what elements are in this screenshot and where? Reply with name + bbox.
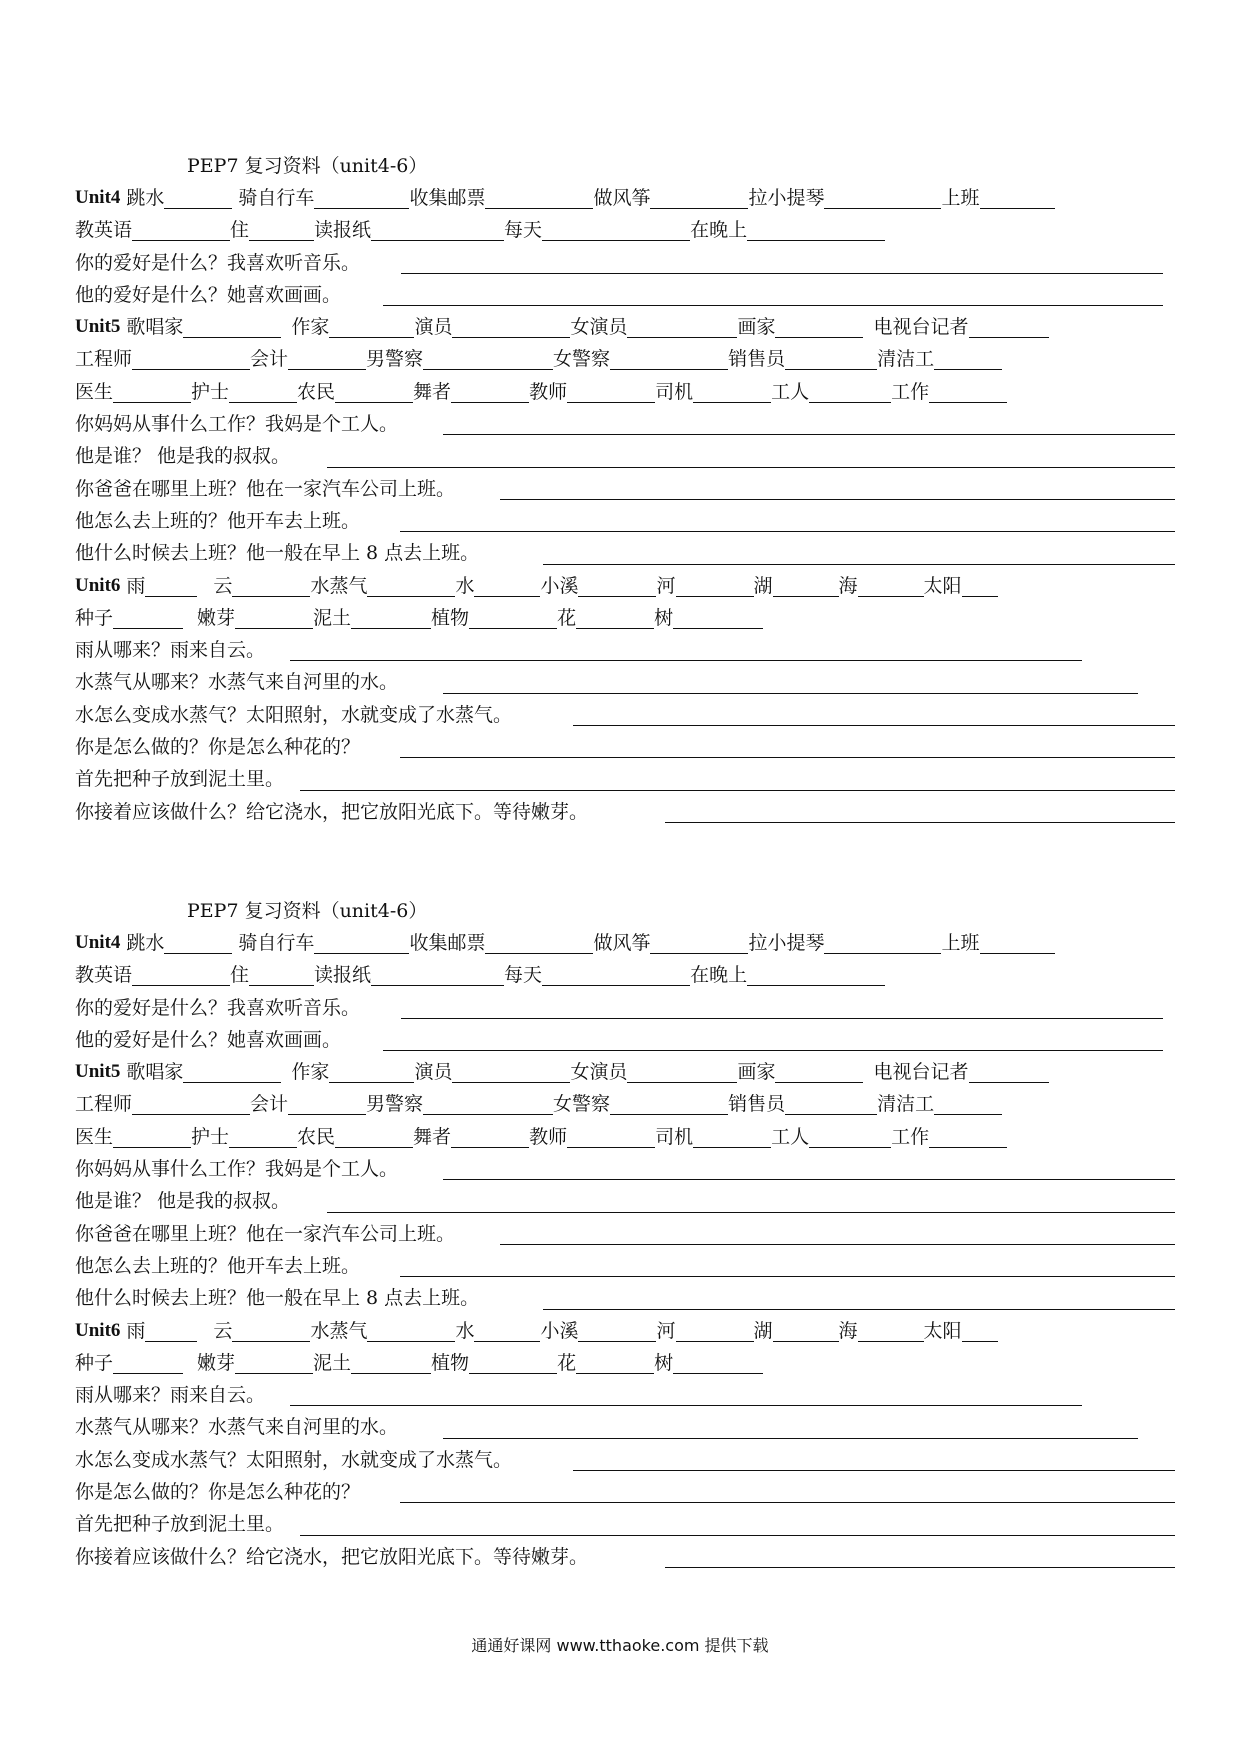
fill-in-blank[interactable]	[314, 929, 409, 954]
fill-in-blank[interactable]	[474, 572, 540, 597]
sentence-prompt: 水怎么变成水蒸气？太阳照射，水就变成了水蒸气。	[75, 703, 513, 726]
answer-line[interactable]	[543, 1308, 1175, 1310]
fill-in-blank[interactable]	[232, 1317, 310, 1342]
fill-in-blank[interactable]	[423, 1090, 553, 1115]
sentence-row	[75, 992, 1175, 1024]
fill-in-blank[interactable]	[367, 572, 455, 597]
sentence-prompt: 他怎么去上班的？他开车去上班。	[75, 509, 361, 532]
unit5-label: Unit5	[75, 316, 121, 338]
answer-line[interactable]	[543, 563, 1175, 565]
vocab-word: 医生	[75, 380, 114, 403]
fill-in-blank[interactable]	[676, 572, 754, 597]
vocab-word: 司机	[655, 380, 694, 403]
vocab-word: 雨	[126, 1319, 146, 1342]
vocab-word: 云	[213, 1319, 233, 1342]
vocab-word: 上班	[941, 932, 980, 954]
sentence-prompt: 他什么时候去上班？他一般在早上 8 点去上班。	[75, 1287, 480, 1310]
fill-in-blank[interactable]	[673, 1349, 763, 1374]
unit5-vocab-row-1	[75, 1056, 1175, 1088]
fill-in-blank[interactable]	[113, 1123, 191, 1148]
sentence-prompt: 雨从哪来？雨来自云。	[75, 1384, 266, 1407]
vocab-word: 歌唱家	[126, 1061, 184, 1084]
fill-in-blank[interactable]	[824, 929, 941, 954]
vocab-word: 上班	[941, 187, 980, 209]
answer-line[interactable]	[383, 304, 1163, 306]
fill-in-blank[interactable]	[627, 1058, 737, 1083]
vocab-word: 收集邮票	[409, 187, 486, 209]
fill-in-blank[interactable]	[775, 1058, 863, 1083]
sentence-prompt: 他的爱好是什么？她喜欢画画。	[75, 283, 342, 306]
answer-line[interactable]	[300, 1534, 1175, 1536]
vocab-word: 在晚上	[690, 964, 748, 987]
vocab-word: 河	[656, 1319, 676, 1342]
vocab-word: 种子	[75, 606, 114, 629]
fill-in-blank[interactable]	[578, 572, 656, 597]
sentence-row	[75, 505, 1175, 537]
sentence-row	[75, 699, 1175, 731]
answer-line[interactable]	[401, 272, 1163, 274]
fill-in-blank[interactable]	[132, 961, 230, 986]
fill-in-blank[interactable]	[451, 1123, 529, 1148]
vocab-word: 女警察	[553, 348, 611, 371]
vocab-word: 会计	[250, 1093, 289, 1116]
fill-in-blank[interactable]	[962, 572, 998, 597]
vocab-word: 种子	[75, 1351, 114, 1374]
vocab-word: 海	[838, 1319, 858, 1342]
answer-line[interactable]	[400, 756, 1175, 758]
fill-in-blank[interactable]	[113, 378, 191, 403]
sentence-row	[75, 1282, 1175, 1314]
fill-in-blank[interactable]	[423, 345, 553, 370]
unit6-vocab-row-2	[75, 602, 1175, 634]
vocab-word: 工作	[891, 1125, 930, 1148]
sentence-row	[75, 634, 1175, 666]
vocab-word: 清洁工	[877, 348, 935, 371]
unit4-label: Unit4	[75, 187, 121, 208]
sentence-prompt: 首先把种子放到泥土里。	[75, 768, 285, 791]
vocab-word: 工程师	[75, 1093, 133, 1116]
vocab-word: 医生	[75, 1125, 114, 1148]
fill-in-blank[interactable]	[229, 378, 297, 403]
vocab-word: 河	[656, 574, 676, 597]
answer-line[interactable]	[573, 724, 1175, 726]
vocab-word: 植物	[431, 1351, 470, 1374]
sentence-row	[75, 666, 1175, 698]
fill-in-blank[interactable]	[164, 184, 232, 209]
answer-line[interactable]	[665, 1566, 1175, 1568]
vocab-word: 电视台记者	[873, 316, 969, 339]
sentence-prompt: 水蒸气从哪来？水蒸气来自河里的水。	[75, 1416, 399, 1439]
answer-line[interactable]	[290, 659, 1082, 661]
unit4-vocab-row-1	[75, 927, 1175, 959]
fill-in-blank[interactable]	[542, 961, 690, 986]
fill-in-blank[interactable]	[578, 1317, 656, 1342]
unit6-vocab-row-2	[75, 1347, 1175, 1379]
fill-in-blank[interactable]	[969, 313, 1049, 338]
fill-in-blank[interactable]	[542, 216, 690, 241]
sentence-row	[75, 440, 1175, 472]
fill-in-blank[interactable]	[567, 1123, 655, 1148]
vocab-word: 歌唱家	[126, 316, 184, 339]
sentence-row	[75, 537, 1175, 569]
unit5-vocab-row-1	[75, 311, 1175, 343]
vocab-word: 树	[654, 1351, 674, 1374]
vocab-word: 嫩芽	[197, 606, 236, 629]
fill-in-blank[interactable]	[747, 216, 885, 241]
answer-line[interactable]	[500, 498, 1175, 500]
unit6-vocab-row-1	[75, 570, 1175, 602]
fill-in-blank[interactable]	[183, 313, 281, 338]
fill-in-blank[interactable]	[451, 378, 529, 403]
vocab-word: 销售员	[728, 1093, 786, 1116]
fill-in-blank[interactable]	[610, 1090, 728, 1115]
sentence-prompt: 你接着应该做什么？给它浇水，把它放阳光底下。等待嫩芽。	[75, 1545, 589, 1568]
fill-in-blank[interactable]	[676, 1317, 754, 1342]
unit5-label: Unit5	[75, 1061, 121, 1083]
unit4-label: Unit4	[75, 932, 121, 953]
fill-in-blank[interactable]	[183, 1058, 281, 1083]
vocab-word: 画家	[737, 1061, 776, 1084]
fill-in-blank[interactable]	[693, 1123, 771, 1148]
sentence-row	[75, 1218, 1175, 1250]
unit6-vocab-row-1	[75, 1315, 1175, 1347]
vocab-word: 男警察	[366, 1093, 424, 1116]
vocab-word: 花	[557, 606, 577, 629]
sentence-prompt: 水蒸气从哪来？水蒸气来自河里的水。	[75, 671, 399, 694]
vocab-word: 护士	[191, 380, 230, 403]
sentence-prompt: 他的爱好是什么？她喜欢画画。	[75, 1028, 342, 1051]
sentence-prompt: 你爸爸在哪里上班？他在一家汽车公司上班。	[75, 477, 456, 500]
sentence-prompt: 你的爱好是什么？我喜欢听音乐。	[75, 996, 361, 1019]
unit5-vocab-row-3	[75, 376, 1175, 408]
vocab-word: 工程师	[75, 348, 133, 371]
fill-in-blank[interactable]	[314, 184, 409, 209]
fill-in-blank[interactable]	[747, 961, 885, 986]
fill-in-blank[interactable]	[452, 1058, 570, 1083]
worksheet-copy-1	[75, 150, 1175, 828]
fill-in-blank[interactable]	[693, 378, 771, 403]
vocab-word: 清洁工	[877, 1093, 935, 1116]
vocab-word: 做风筝	[593, 187, 651, 209]
vocab-word: 小溪	[540, 574, 579, 597]
sentence-prompt: 他是谁？ 他是我的叔叔。	[75, 1190, 291, 1213]
answer-line[interactable]	[443, 692, 1138, 694]
fill-in-blank[interactable]	[824, 184, 941, 209]
fill-in-blank[interactable]	[288, 1090, 366, 1115]
sentence-prompt: 首先把种子放到泥土里。	[75, 1513, 285, 1536]
fill-in-blank[interactable]	[335, 378, 413, 403]
vocab-word: 拉小提琴	[748, 187, 825, 209]
fill-in-blank[interactable]	[809, 378, 891, 403]
vocab-word: 演员	[414, 316, 453, 339]
sentence-prompt: 你妈妈从事什么工作？我妈是个工人。	[75, 413, 399, 436]
vocab-word: 水蒸气	[310, 574, 368, 597]
fill-in-blank[interactable]	[962, 1317, 998, 1342]
fill-in-blank[interactable]	[164, 929, 232, 954]
fill-in-blank[interactable]	[858, 1317, 924, 1342]
sentence-prompt: 他怎么去上班的？他开车去上班。	[75, 1254, 361, 1277]
vocab-word: 读报纸	[314, 964, 372, 987]
fill-in-blank[interactable]	[934, 345, 1002, 370]
vocab-word: 教师	[529, 1125, 568, 1148]
answer-line[interactable]	[300, 789, 1175, 791]
vocab-word: 在晚上	[690, 219, 748, 242]
vocab-word: 工人	[771, 1125, 810, 1148]
sentence-prompt: 他什么时候去上班？他一般在早上 8 点去上班。	[75, 542, 480, 565]
sentence-row	[75, 796, 1175, 828]
answer-line[interactable]	[443, 1437, 1138, 1439]
vocab-word: 做风筝	[593, 932, 651, 954]
fill-in-blank[interactable]	[249, 961, 314, 986]
sentence-prompt: 你的爱好是什么？我喜欢听音乐。	[75, 251, 361, 274]
sentence-row	[75, 408, 1175, 440]
sentence-row	[75, 1185, 1175, 1217]
fill-in-blank[interactable]	[980, 929, 1055, 954]
fill-in-blank[interactable]	[329, 313, 414, 338]
vocab-word: 植物	[431, 606, 470, 629]
answer-line[interactable]	[500, 1243, 1175, 1245]
vocab-word: 工作	[891, 380, 930, 403]
vocab-word: 水蒸气	[310, 1319, 368, 1342]
vocab-word: 跳水	[126, 187, 165, 209]
fill-in-blank[interactable]	[627, 313, 737, 338]
sentence-prompt: 雨从哪来？雨来自云。	[75, 639, 266, 662]
sentence-prompt: 你接着应该做什么？给它浇水，把它放阳光底下。等待嫩芽。	[75, 800, 589, 823]
sentence-row	[75, 1508, 1175, 1540]
fill-in-blank[interactable]	[673, 604, 763, 629]
vocab-word: 每天	[504, 964, 543, 987]
fill-in-blank[interactable]	[113, 604, 183, 629]
vocab-word: 住	[230, 964, 250, 987]
fill-in-blank[interactable]	[113, 1349, 183, 1374]
answer-line[interactable]	[327, 466, 1175, 468]
vocab-word: 骑自行车	[238, 932, 315, 954]
fill-in-blank[interactable]	[469, 1349, 557, 1374]
fill-in-blank[interactable]	[235, 604, 313, 629]
sentence-row	[75, 1476, 1175, 1508]
sentence-row	[75, 1024, 1175, 1056]
fill-in-blank[interactable]	[474, 1317, 540, 1342]
fill-in-blank[interactable]	[288, 345, 366, 370]
fill-in-blank[interactable]	[969, 1058, 1049, 1083]
vocab-word: 跳水	[126, 932, 165, 954]
answer-line[interactable]	[443, 1178, 1175, 1180]
unit5-vocab-row-3	[75, 1121, 1175, 1153]
vocab-word: 舞者	[413, 1125, 452, 1148]
worksheet-title: PEP7 复习资料（unit4-6）	[187, 155, 428, 177]
fill-in-blank[interactable]	[809, 1123, 891, 1148]
fill-in-blank[interactable]	[934, 1090, 1002, 1115]
vocab-word: 作家	[291, 1061, 330, 1084]
sentence-prompt: 你妈妈从事什么工作？我妈是个工人。	[75, 1158, 399, 1181]
vocab-word: 女演员	[570, 1061, 628, 1084]
sentence-row	[75, 1250, 1175, 1282]
vocab-word: 泥土	[313, 606, 352, 629]
vocab-word: 太阳	[923, 574, 962, 597]
fill-in-blank[interactable]	[485, 929, 593, 954]
sentence-row	[75, 763, 1175, 795]
worksheet-copy-2	[75, 895, 1175, 1573]
answer-line[interactable]	[290, 1404, 1082, 1406]
fill-in-blank[interactable]	[775, 313, 863, 338]
fill-in-blank[interactable]	[371, 961, 504, 986]
fill-in-blank[interactable]	[351, 604, 431, 629]
sentence-row	[75, 1411, 1175, 1443]
vocab-word: 男警察	[366, 348, 424, 371]
vocab-word: 拉小提琴	[748, 932, 825, 954]
fill-in-blank[interactable]	[858, 572, 924, 597]
fill-in-blank[interactable]	[980, 184, 1055, 209]
fill-in-blank[interactable]	[929, 378, 1007, 403]
unit4-vocab-row-2	[75, 959, 1175, 991]
fill-in-blank[interactable]	[249, 216, 314, 241]
unit6-label: Unit6	[75, 1319, 121, 1341]
vocab-word: 湖	[753, 574, 773, 597]
vocab-word: 教英语	[75, 964, 133, 987]
vocab-word: 收集邮票	[409, 932, 486, 954]
answer-line[interactable]	[665, 821, 1175, 823]
fill-in-blank[interactable]	[132, 345, 250, 370]
vocab-word: 教英语	[75, 219, 133, 242]
vocab-word: 女演员	[570, 316, 628, 339]
vocab-word: 教师	[529, 380, 568, 403]
vocab-word: 水	[455, 574, 475, 597]
fill-in-blank[interactable]	[929, 1123, 1007, 1148]
fill-in-blank[interactable]	[235, 1349, 313, 1374]
fill-in-blank[interactable]	[576, 604, 654, 629]
fill-in-blank[interactable]	[351, 1349, 431, 1374]
unit5-vocab-row-2	[75, 343, 1175, 375]
vocab-word: 作家	[291, 316, 330, 339]
vocab-word: 女警察	[553, 1093, 611, 1116]
sentence-prompt: 水怎么变成水蒸气？太阳照射，水就变成了水蒸气。	[75, 1448, 513, 1471]
page-footer: 通通好课网 www.tthaoke.com 提供下载	[471, 1636, 769, 1655]
vocab-word: 树	[654, 606, 674, 629]
fill-in-blank[interactable]	[773, 572, 839, 597]
vocab-word: 司机	[655, 1125, 694, 1148]
sentence-row	[75, 1444, 1175, 1476]
fill-in-blank[interactable]	[145, 1317, 197, 1342]
fill-in-blank[interactable]	[145, 572, 197, 597]
vocab-word: 舞者	[413, 380, 452, 403]
fill-in-blank[interactable]	[610, 345, 728, 370]
answer-line[interactable]	[400, 530, 1175, 532]
sentence-row	[75, 473, 1175, 505]
sentence-row	[75, 1541, 1175, 1573]
vocab-word: 农民	[297, 1125, 336, 1148]
vocab-word: 工人	[771, 380, 810, 403]
vocab-word: 太阳	[923, 1319, 962, 1342]
vocab-word: 雨	[126, 574, 146, 597]
vocab-word: 小溪	[540, 1319, 579, 1342]
fill-in-blank[interactable]	[576, 1349, 654, 1374]
vocab-word: 销售员	[728, 348, 786, 371]
answer-line[interactable]	[443, 433, 1175, 435]
unit4-vocab-row-1	[75, 182, 1175, 214]
vocab-word: 云	[213, 574, 233, 597]
vocab-word: 花	[557, 1351, 577, 1374]
sentence-prompt: 他是谁？ 他是我的叔叔。	[75, 445, 291, 468]
vocab-word: 泥土	[313, 1351, 352, 1374]
answer-line[interactable]	[383, 1049, 1163, 1051]
answer-line[interactable]	[327, 1211, 1175, 1213]
fill-in-blank[interactable]	[485, 184, 593, 209]
fill-in-blank[interactable]	[650, 184, 748, 209]
fill-in-blank[interactable]	[229, 1123, 297, 1148]
vocab-word: 农民	[297, 380, 336, 403]
vocab-word: 嫩芽	[197, 1351, 236, 1374]
answer-line[interactable]	[401, 1017, 1163, 1019]
answer-line[interactable]	[400, 1275, 1175, 1277]
fill-in-blank[interactable]	[335, 1123, 413, 1148]
fill-in-blank[interactable]	[132, 216, 230, 241]
fill-in-blank[interactable]	[567, 378, 655, 403]
unit5-vocab-row-2	[75, 1088, 1175, 1120]
sentence-prompt: 你是怎么做的？你是怎么种花的？	[75, 1481, 361, 1504]
fill-in-blank[interactable]	[132, 1090, 250, 1115]
vocab-word: 演员	[414, 1061, 453, 1084]
fill-in-blank[interactable]	[367, 1317, 455, 1342]
fill-in-blank[interactable]	[329, 1058, 414, 1083]
vocab-word: 电视台记者	[873, 1061, 969, 1084]
fill-in-blank[interactable]	[232, 572, 310, 597]
fill-in-blank[interactable]	[371, 216, 504, 241]
sentence-row	[75, 1379, 1175, 1411]
vocab-word: 护士	[191, 1125, 230, 1148]
unit4-vocab-row-2	[75, 214, 1175, 246]
vocab-word: 每天	[504, 219, 543, 242]
vocab-word: 湖	[753, 1319, 773, 1342]
sentence-row	[75, 279, 1175, 311]
fill-in-blank[interactable]	[469, 604, 557, 629]
fill-in-blank[interactable]	[650, 929, 748, 954]
vocab-word: 会计	[250, 348, 289, 371]
fill-in-blank[interactable]	[452, 313, 570, 338]
sentence-row	[75, 1153, 1175, 1185]
vocab-word: 水	[455, 1319, 475, 1342]
answer-line[interactable]	[400, 1501, 1175, 1503]
sentence-row	[75, 731, 1175, 763]
worksheet-title: PEP7 复习资料（unit4-6）	[187, 900, 428, 922]
sentence-prompt: 你是怎么做的？你是怎么种花的？	[75, 736, 361, 759]
vocab-word: 读报纸	[314, 219, 372, 242]
vocab-word: 画家	[737, 316, 776, 339]
sentence-prompt: 你爸爸在哪里上班？他在一家汽车公司上班。	[75, 1222, 456, 1245]
vocab-word: 住	[230, 219, 250, 242]
vocab-word: 海	[838, 574, 858, 597]
answer-line[interactable]	[573, 1469, 1175, 1471]
vocab-word: 骑自行车	[238, 187, 315, 209]
fill-in-blank[interactable]	[785, 345, 877, 370]
unit6-label: Unit6	[75, 574, 121, 596]
sentence-row	[75, 247, 1175, 279]
fill-in-blank[interactable]	[785, 1090, 877, 1115]
fill-in-blank[interactable]	[773, 1317, 839, 1342]
